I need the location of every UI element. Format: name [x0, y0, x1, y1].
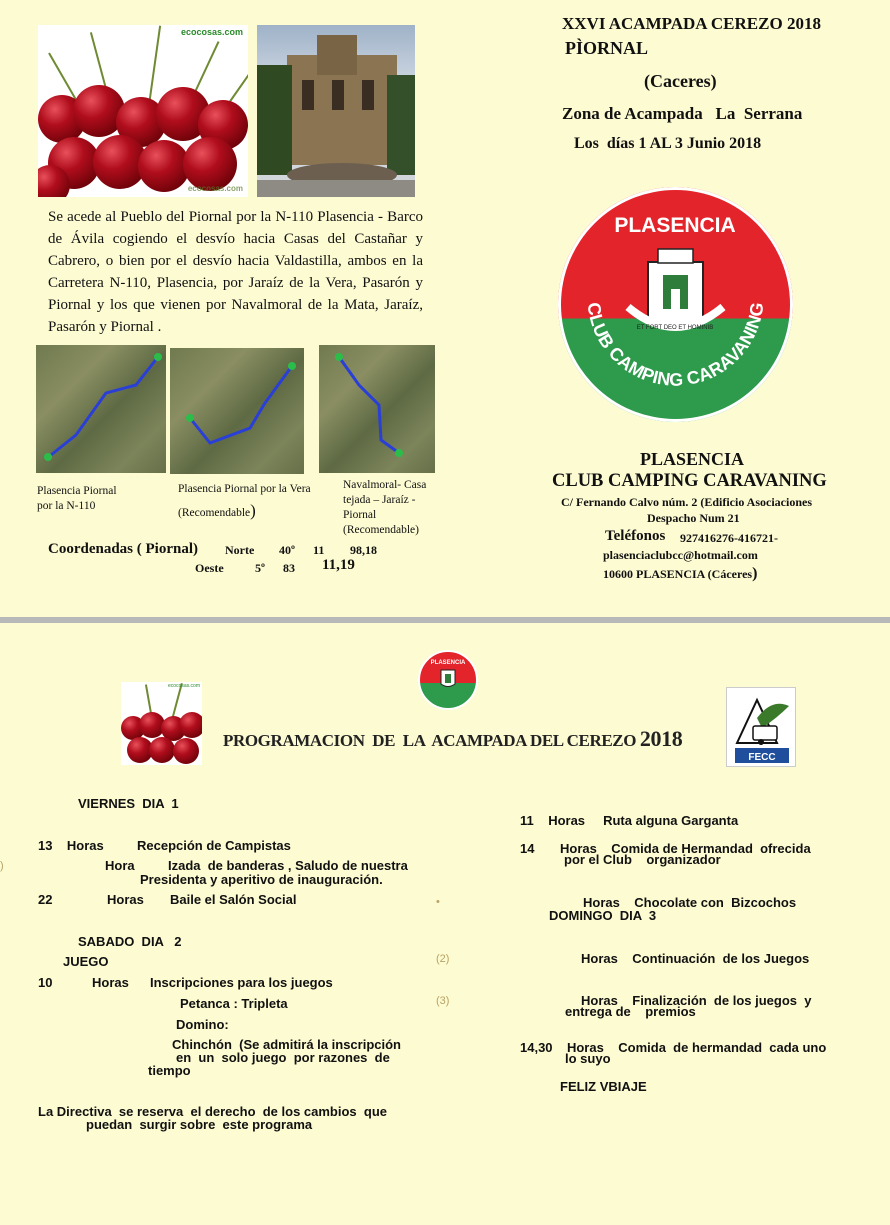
watermark-text: ecocosas.com — [180, 27, 243, 37]
friday-13-text: Recepción de Campistas — [137, 838, 291, 853]
chinchon-item-3: tiempo — [148, 1063, 191, 1078]
chinchon-item: Chinchón (Se admitirá la inscripción — [172, 1037, 401, 1052]
saturday-14-time: 14 — [520, 841, 535, 856]
club-city: 10600 PLASENCIA (Cáceres) — [603, 565, 758, 582]
friday-flag-time: Hora — [105, 858, 135, 873]
fecc-logo — [726, 687, 796, 767]
coord-west-min: 83 — [283, 561, 295, 575]
cherries-photo-small — [121, 682, 202, 765]
margin-mark: ) — [0, 860, 4, 872]
coord-north-min: 11 — [313, 543, 325, 557]
map-caption-2: Plasencia Piornal por la Vera (Recomendable) — [178, 483, 311, 520]
club-name-1: PLASENCIA — [640, 449, 745, 469]
directiva-note: La Directiva se reserva el derecho de los cambios que — [38, 1104, 387, 1119]
friday-22-text: Baile el Salón Social — [170, 892, 297, 907]
logo-small-text: PLASENCIA — [430, 660, 466, 666]
logo-top-text: PLASENCIA — [614, 214, 736, 237]
logo-ribbon-text: ET FORT DEO ET HOMINIB — [636, 325, 714, 331]
directions-paragraph: Se acede al Pueblo del Piornal por la N-110 Plasencia - Barco de Ávila cogiendo el desvío hacia Casas del Castañar y Cabrero, o bien por el desvío hacia Valdastilla, ambos en la Carretera N-110, Plasencia, por Jaraíz de la Vera, Pasarón y Piornal y los que vienen por Navalmoral de la Mata, Jaraíz, Pasarón y Piornal . — [48, 209, 423, 335]
saturday-heading: SABADO DIA 2 — [78, 934, 182, 949]
directiva-note-2: puedan surgir sobre este programa — [86, 1117, 313, 1132]
program-title: PROGRAMACION DE LA ACAMPADA DEL CEREZO 2018 — [223, 726, 683, 751]
friday-13-time: 13 Horas — [38, 838, 104, 853]
sunday-heading: DOMINGO DIA 3 — [549, 908, 657, 923]
map-caption-1: Plasencia Piornal por la N-110 — [37, 485, 117, 512]
event-province: (Caceres) — [644, 71, 717, 91]
route-map-n110 — [36, 345, 166, 473]
coord-north-deg: 40º — [279, 543, 295, 557]
juego-heading: JUEGO — [63, 954, 109, 969]
fecc-label: FECC — [748, 752, 776, 763]
cherries-photo — [38, 25, 248, 197]
coord-west-label: Oeste — [195, 561, 224, 575]
finish-games-item-2: entrega de premios — [565, 1004, 696, 1019]
saturday-14-text-2: por el Club organizador — [564, 852, 721, 867]
sunday-lunch-item: 14,30 Horas Comida de hermandad cada uno — [520, 1040, 827, 1055]
map-caption-3: Navalmoral- Casa tejada – Jaraíz - Piornal (Recomendable) — [343, 479, 427, 536]
coord-north-label: Norte — [225, 543, 255, 557]
church-photo — [257, 25, 415, 197]
saturday-10-hours: Horas — [92, 975, 129, 990]
event-zone: Zona de Acampada La Serrana — [562, 104, 803, 123]
event-title: XXVI ACAMPADA CEREZO 2018 — [562, 14, 821, 33]
route-map-vera — [170, 348, 304, 474]
club-address-2: Despacho Num 21 — [647, 511, 740, 525]
coord-west-sec: 11,19 — [322, 557, 355, 573]
route-map-navalmoral — [319, 345, 435, 473]
farewell-text: FELIZ VBIAJE — [560, 1079, 647, 1094]
saturday-14-text: Horas Comida de Hermandad ofrecida — [560, 841, 811, 856]
finish-games-item: Horas Finalización de los juegos y — [581, 993, 812, 1008]
margin-mark-2: (2) — [436, 953, 450, 965]
friday-flag-text: Izada de banderas , Saludo de nuestra — [168, 858, 408, 873]
logo-bottom-text: CLUB CAMPING CARAVANING — [583, 301, 768, 390]
club-email[interactable]: plasenciaclubcc@hotmail.com — [603, 548, 758, 562]
club-logo — [558, 187, 793, 422]
chinchon-item-2: en un solo juego por razones de — [176, 1050, 390, 1065]
chocolate-item: Horas Chocolate con Bizcochos — [583, 895, 797, 910]
event-dates: Los días 1 AL 3 Junio 2018 — [574, 135, 762, 152]
watermark-text: ecocosas.com — [168, 683, 200, 689]
continue-games-item: Horas Continuación de los Juegos — [581, 951, 810, 966]
domino-item: Domino: — [176, 1017, 229, 1032]
club-address-1: C/ Fernando Calvo núm. 2 (Edificio Asociaciones — [561, 495, 813, 509]
page-divider — [0, 617, 890, 623]
margin-mark-dot: • — [436, 896, 440, 908]
friday-22-hours: Horas — [107, 892, 144, 907]
club-phones: 927416276-416721- — [680, 531, 778, 545]
petanca-item: Petanca : Tripleta — [180, 996, 288, 1011]
saturday-10-time: 10 — [38, 975, 53, 990]
coordinates-label: Coordenadas ( Piornal) — [48, 541, 198, 557]
friday-flag-text-2: Presidenta y aperitivo de inauguración. — [140, 872, 383, 887]
sunday-lunch-item-2: lo suyo — [565, 1051, 611, 1066]
club-name-2: CLUB CAMPING CARAVANING — [552, 471, 827, 491]
club-logo-small — [418, 650, 478, 710]
club-phones-label: Teléfonos — [605, 528, 666, 544]
event-town: PÌORNAL — [565, 38, 649, 58]
watermark-text: ecocosas.com — [187, 184, 243, 193]
saturday-11-item: 11 Horas Ruta alguna Garganta — [520, 813, 739, 828]
friday-22-time: 22 — [38, 892, 53, 907]
margin-mark-3: (3) — [436, 995, 450, 1007]
coord-north-sec: 98,18 — [350, 543, 377, 557]
coord-west-deg: 5º — [255, 561, 265, 575]
saturday-10-text: Inscripciones para los juegos — [150, 975, 333, 990]
friday-heading: VIERNES DIA 1 — [78, 796, 179, 811]
